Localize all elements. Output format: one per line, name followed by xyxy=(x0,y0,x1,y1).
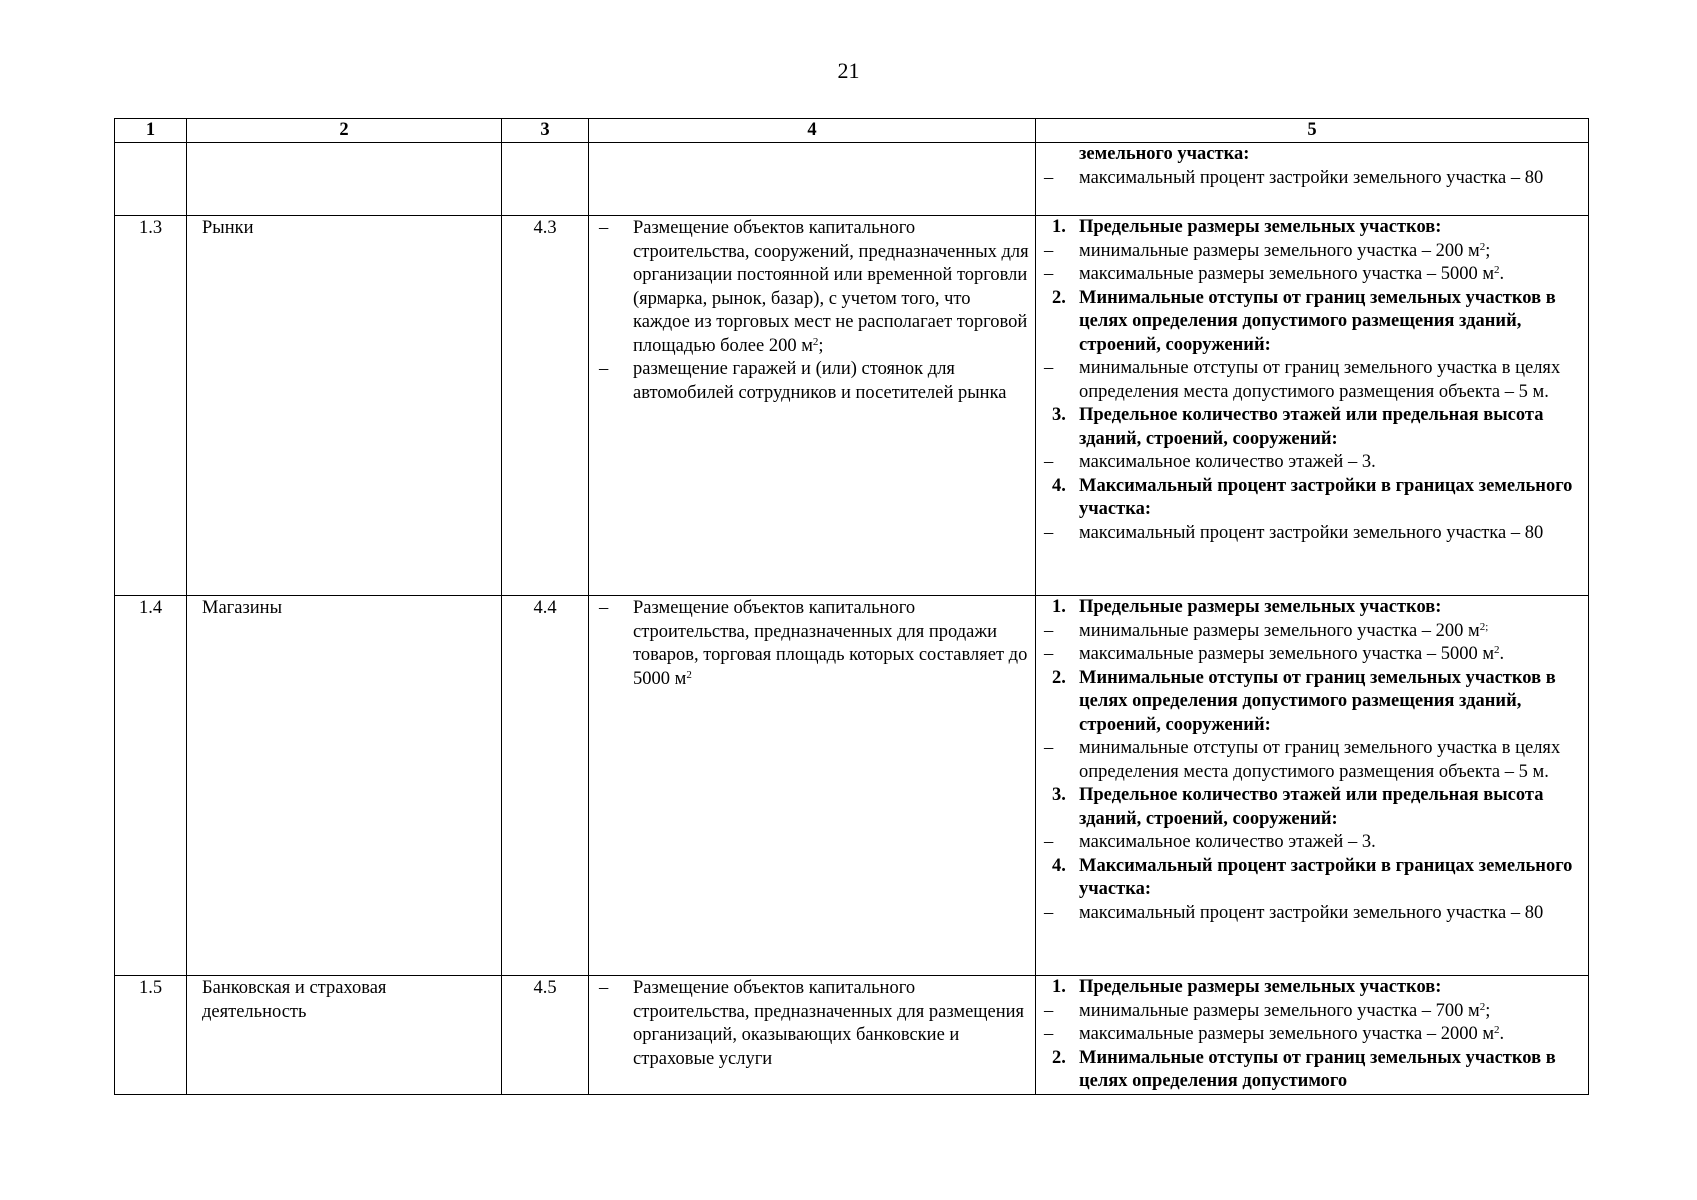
param-text: Минимальные отступы от границ земельных участков в целях определения допустимого размещения зданий, строений, сооружений: xyxy=(1079,287,1556,355)
param-item xyxy=(1042,263,1582,287)
param-item xyxy=(1042,620,1582,644)
description-text: Размещение объектов капитального строительства, предназначенных для продажи товаров, торговая площадь которых составляет до 5000 м xyxy=(633,598,1028,689)
cell-parameters xyxy=(1036,976,1589,1095)
superscript: 2 xyxy=(1494,264,1500,276)
dash-marker: – xyxy=(1044,452,1054,472)
param-text: максимальные размеры земельного участка – 5000 м xyxy=(1079,264,1495,284)
cell-code: 4.5 xyxy=(502,976,589,1095)
param-text: максимальное количество этажей – 3. xyxy=(1079,832,1376,852)
param-text: Предельное количество этажей или предельная высота зданий, строений, сооружений: xyxy=(1079,785,1544,829)
dash-marker: – xyxy=(1044,240,1054,261)
cell-number: 1.4 xyxy=(115,596,187,976)
superscript: 2; xyxy=(1479,620,1489,633)
superscript: 2 xyxy=(812,335,819,348)
param-item xyxy=(1042,240,1582,264)
description-item xyxy=(597,597,1029,691)
description-text: размещение гаражей и (или) стоянок для автомобилей сотрудников и посетителей рынка xyxy=(633,359,1007,403)
param-text-block xyxy=(1079,240,1582,264)
cell-empty xyxy=(115,143,187,216)
cell-parameters xyxy=(1036,216,1589,596)
table-row xyxy=(115,976,1589,1095)
column-header-2: 2 xyxy=(187,119,502,143)
dash-marker: – xyxy=(1044,1000,1054,1021)
param-text: максимальные размеры земельного участка – 2000 м xyxy=(1079,1024,1495,1044)
description-item xyxy=(597,217,1029,358)
param-text-block xyxy=(1079,620,1582,644)
param-heading xyxy=(1042,855,1582,902)
param-text-block xyxy=(1079,1023,1582,1047)
column-header-5: 5 xyxy=(1036,119,1589,143)
cell-code: 4.4 xyxy=(502,596,589,976)
punctuation: ; xyxy=(1485,240,1491,261)
superscript: 2 xyxy=(686,668,692,681)
param-text-block xyxy=(1079,216,1582,240)
param-text-block xyxy=(1079,643,1582,667)
param-text-block xyxy=(1079,596,1582,620)
param-text: Предельное количество этажей или предельная высота зданий, строений, сооружений: xyxy=(1079,405,1544,449)
superscript: 2 xyxy=(1479,1000,1486,1013)
cell-use-name: Банковская и страховая деятельность xyxy=(187,976,502,1095)
param-text: Минимальные отступы от границ земельных участков в целях определения допустимого xyxy=(1079,1047,1556,1091)
continuation-row xyxy=(115,143,1589,216)
dash-marker: – xyxy=(599,359,609,379)
param-item xyxy=(1042,831,1582,855)
column-number-row xyxy=(115,119,1589,143)
dash-marker: – xyxy=(1044,644,1054,664)
param-heading xyxy=(1042,404,1582,451)
list-number: 2. xyxy=(1052,667,1066,688)
list-number: 2. xyxy=(1052,1047,1066,1068)
param-text-block xyxy=(1079,1047,1582,1094)
param-text-block xyxy=(1079,522,1582,546)
param-text-block xyxy=(1079,784,1582,831)
cell-params-continuation xyxy=(1036,143,1589,216)
cell-empty xyxy=(589,143,1036,216)
param-text: Максимальный процент застройки в границах земельного участка: xyxy=(1079,855,1573,899)
description-item xyxy=(597,977,1029,1071)
param-text: минимальные отступы от границ земельного участка в целях определения места допустимого размещения объекта – 5 м. xyxy=(1079,738,1561,782)
cell-number: 1.3 xyxy=(115,216,187,596)
param-item xyxy=(1042,167,1582,191)
param-text-block xyxy=(1079,667,1582,738)
param-text: максимальные размеры земельного участка – 5000 м xyxy=(1079,644,1495,664)
param-item xyxy=(1042,902,1582,926)
page-number: 21 xyxy=(837,58,860,83)
list-number: 4. xyxy=(1052,855,1066,876)
param-item xyxy=(1042,451,1582,475)
punctuation: ; xyxy=(1485,1000,1491,1021)
dash-marker: – xyxy=(599,978,609,998)
param-heading xyxy=(1042,287,1582,358)
param-text-block xyxy=(1079,976,1582,1000)
cell-description xyxy=(589,216,1036,596)
dash-marker: – xyxy=(1044,1024,1054,1044)
param-item xyxy=(1042,1000,1582,1024)
description-text-block xyxy=(633,597,1029,691)
param-text: максимальный процент застройки земельного участка – 80 xyxy=(1079,522,1544,543)
param-heading-tail: земельного участка: xyxy=(1079,144,1250,164)
dash-marker: – xyxy=(1044,264,1054,284)
cell-description xyxy=(589,596,1036,976)
param-text-block xyxy=(1079,451,1582,475)
superscript: 2 xyxy=(1494,644,1500,656)
table-row xyxy=(115,596,1589,976)
list-number: 1. xyxy=(1052,217,1066,237)
list-number: 4. xyxy=(1052,475,1066,496)
cell-use-name: Магазины xyxy=(187,596,502,976)
param-text-block xyxy=(1079,475,1582,522)
dash-marker: – xyxy=(1044,358,1054,378)
param-text-block xyxy=(1079,404,1582,451)
param-heading xyxy=(1042,667,1582,738)
list-number: 3. xyxy=(1052,405,1066,425)
param-heading xyxy=(1042,216,1582,240)
param-item xyxy=(1042,1023,1582,1047)
param-item xyxy=(1042,357,1582,404)
param-text-block xyxy=(1079,1000,1582,1024)
description-text: Размещение объектов капитального строительства, предназначенных для размещения организаций, оказывающих банковские и страховые услуги xyxy=(633,978,1025,1069)
param-text-block xyxy=(1079,855,1582,902)
table-row xyxy=(115,216,1589,596)
param-heading xyxy=(1042,596,1582,620)
zoning-table xyxy=(114,118,1589,1095)
param-text: минимальные размеры земельного участка – 200 м xyxy=(1079,240,1480,261)
dash-marker: – xyxy=(1044,522,1054,543)
param-text-block xyxy=(1079,831,1582,855)
description-text: Размещение объектов капитального строительства, сооружений, предназначенных для организации постоянной или временной торговли (ярмарка, рынок, базар), с учетом того, что каждое из торговых мест не располагает торговой площадью более 200 м xyxy=(633,218,1029,356)
param-item xyxy=(1042,643,1582,667)
punctuation: . xyxy=(1499,1024,1505,1044)
cell-empty xyxy=(502,143,589,216)
dash-marker: – xyxy=(1044,902,1054,923)
description-item xyxy=(597,358,1029,405)
param-text: минимальные размеры земельного участка – 200 м xyxy=(1079,620,1480,641)
list-number: 3. xyxy=(1052,785,1066,805)
column-header-3: 3 xyxy=(502,119,589,143)
cell-number: 1.5 xyxy=(115,976,187,1095)
dash-marker: – xyxy=(1044,738,1054,758)
param-text-block xyxy=(1079,357,1582,404)
param-heading xyxy=(1042,475,1582,522)
param-text: Минимальные отступы от границ земельных участков в целях определения допустимого размещения зданий, строений, сооружений: xyxy=(1079,667,1556,735)
param-text: максимальный процент застройки земельного участка – 80 xyxy=(1079,902,1544,923)
param-text: Предельные размеры земельных участков: xyxy=(1079,597,1442,617)
param-text: Предельные размеры земельных участков: xyxy=(1079,977,1442,997)
column-header-1: 1 xyxy=(115,119,187,143)
param-text: Максимальный процент застройки в границах земельного участка: xyxy=(1079,475,1573,519)
list-number: 1. xyxy=(1052,977,1066,997)
param-heading xyxy=(1042,976,1582,1000)
cell-description xyxy=(589,976,1036,1095)
punctuation: . xyxy=(1499,644,1505,664)
param-text: Предельные размеры земельных участков: xyxy=(1079,217,1442,237)
param-item xyxy=(1042,522,1582,546)
punctuation: ; xyxy=(818,335,824,356)
cell-parameters xyxy=(1036,596,1589,976)
param-text-block xyxy=(1079,902,1582,926)
dash-marker: – xyxy=(1044,167,1054,188)
param-heading xyxy=(1042,1047,1582,1094)
param-item xyxy=(1042,737,1582,784)
cell-code: 4.3 xyxy=(502,216,589,596)
param-heading xyxy=(1042,784,1582,831)
param-text: минимальные отступы от границ земельного участка в целях определения места допустимого размещения объекта – 5 м. xyxy=(1079,358,1561,402)
param-text: максимальное количество этажей – 3. xyxy=(1079,452,1376,472)
dash-marker: – xyxy=(599,598,609,618)
param-text-block xyxy=(1079,263,1582,287)
description-text-block xyxy=(633,358,1029,405)
param-text: максимальный процент застройки земельного участка – 80 xyxy=(1079,167,1544,188)
dash-marker: – xyxy=(599,218,609,238)
param-text: минимальные размеры земельного участка – 700 м xyxy=(1079,1000,1480,1021)
dash-marker: – xyxy=(1044,832,1054,852)
list-number: 2. xyxy=(1052,287,1066,308)
param-text-block xyxy=(1079,287,1582,358)
description-text-block xyxy=(633,217,1029,358)
description-text-block xyxy=(633,977,1029,1071)
cell-empty xyxy=(187,143,502,216)
superscript: 2 xyxy=(1479,240,1486,253)
list-number: 1. xyxy=(1052,597,1066,617)
param-text-block xyxy=(1079,737,1582,784)
cell-use-name: Рынки xyxy=(187,216,502,596)
punctuation: . xyxy=(1499,264,1505,284)
superscript: 2 xyxy=(1494,1024,1500,1036)
dash-marker: – xyxy=(1044,620,1054,641)
column-header-4: 4 xyxy=(589,119,1036,143)
